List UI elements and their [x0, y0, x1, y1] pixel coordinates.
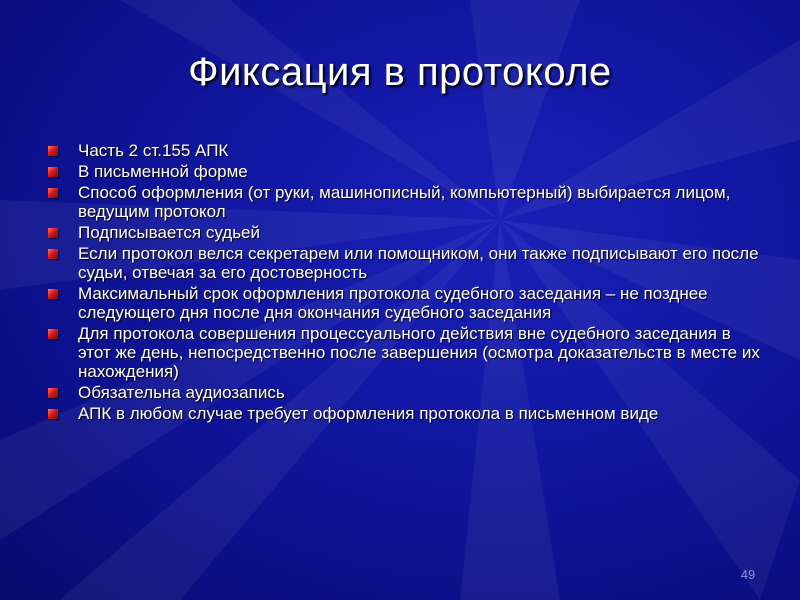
red-square-bullet-icon: [48, 146, 58, 156]
bullet-item: [48, 162, 768, 181]
bullet-text: Способ оформления (от руки, машинописный, компьютерный) выбирается лицом, ведущим протокол: [78, 183, 731, 221]
bullet-item: [48, 244, 768, 282]
red-square-bullet-icon: [48, 188, 58, 198]
page-number: 49: [740, 567, 756, 582]
bullet-text: Подписывается судьей: [78, 223, 261, 242]
red-square-bullet-icon: [48, 228, 58, 238]
red-square-bullet-icon: [48, 167, 58, 177]
bullet-text: Часть 2 ст.155 АПК: [78, 141, 229, 160]
bullet-text: Для протокола совершения процессуального действия вне судебного заседания в этот же день, непосредственно после завершения (осмотра доказательств в месте их нахождения): [78, 324, 760, 381]
red-square-bullet-icon: [48, 289, 58, 299]
bullet-text: АПК в любом случае требует оформления протокола в письменном виде: [78, 404, 659, 423]
bullet-item: [48, 183, 768, 221]
bullet-item: [48, 404, 768, 423]
bullet-text: В письменной форме: [78, 162, 248, 181]
red-square-bullet-icon: [48, 249, 58, 259]
bullet-text: Обязательна аудиозапись: [78, 383, 285, 402]
bullet-text: Максимальный срок оформления протокола судебного заседания – не позднее следующего дня после дня окончания судебного заседания: [78, 284, 708, 322]
bullet-item: [48, 383, 768, 402]
bullet-item: [48, 324, 768, 381]
slide-title: Фиксация в протоколе: [188, 50, 612, 94]
red-square-bullet-icon: [48, 388, 58, 398]
bullet-item: [48, 223, 768, 242]
bullet-list: [48, 141, 768, 425]
bullet-item: [48, 141, 768, 160]
red-square-bullet-icon: [48, 329, 58, 339]
bullet-item: [48, 284, 768, 322]
red-square-bullet-icon: [48, 409, 58, 419]
bullet-text: Если протокол велся секретарем или помощником, они также подписывают его после судьи, отвечая за его достоверность: [78, 244, 759, 282]
